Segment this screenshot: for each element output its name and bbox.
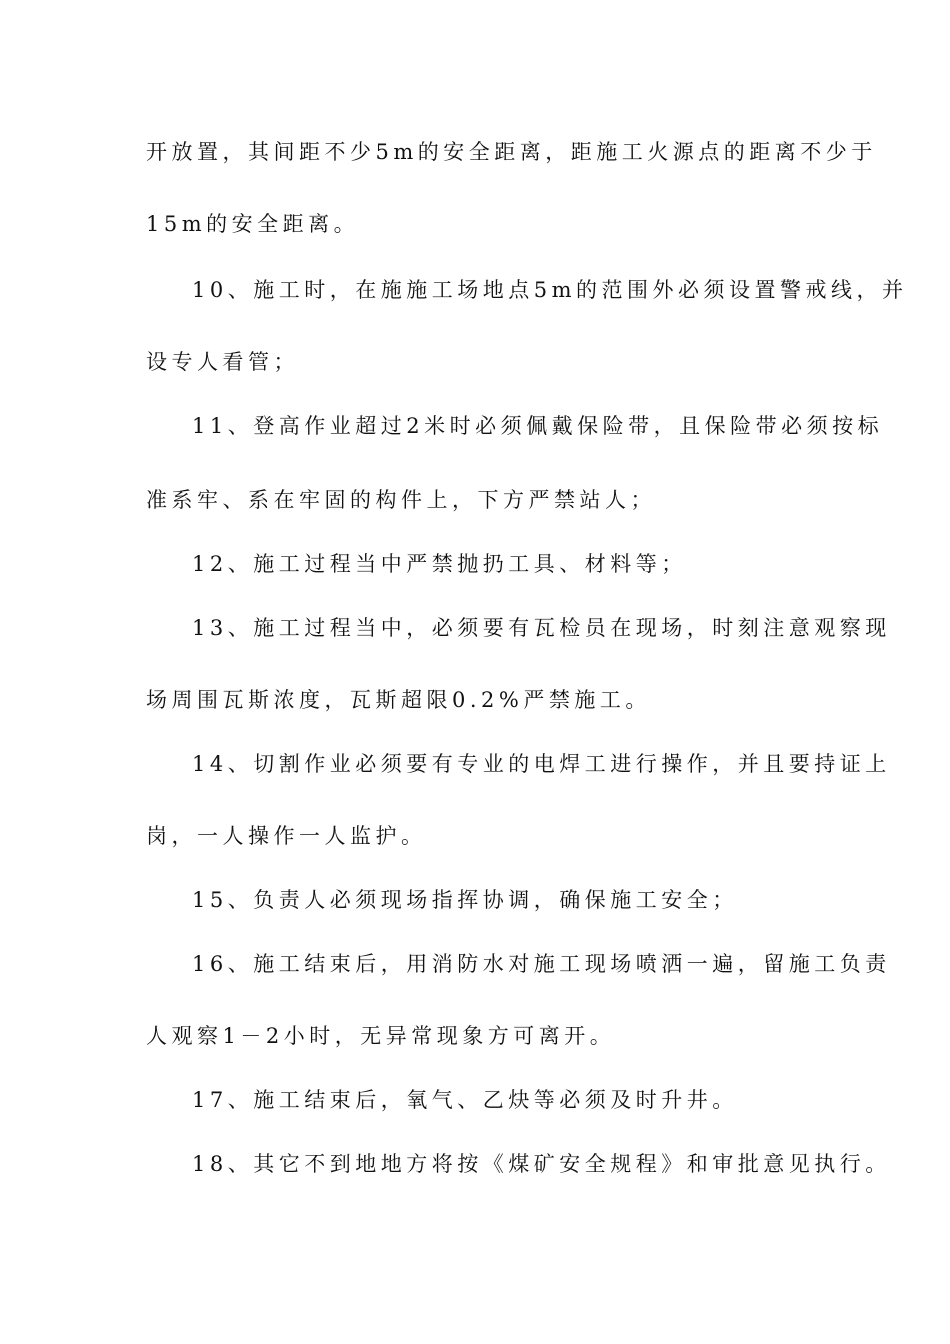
item-18-line-1: 18、其它不到地地方将按《煤矿安全规程》和审批意见执行。 <box>192 1152 891 1176</box>
item-12-line-1: 12、施工过程当中严禁抛扔工具、材料等； <box>192 552 687 576</box>
item-14-line-1: 14、切割作业必须要有专业的电焊工进行操作，并且要持证上 <box>192 752 891 776</box>
text-line-1: 开放置，其间距不少5m的安全距离，距施工火源点的距离不少于 <box>146 140 877 164</box>
text-line-2: 15m的安全距离。 <box>146 212 360 236</box>
item-13-line-1: 13、施工过程当中，必须要有瓦检员在现场，时刻注意观察现 <box>192 616 891 640</box>
item-17-line-1: 17、施工结束后，氧气、乙炔等必须及时升井。 <box>192 1088 738 1112</box>
item-11-line-1: 11、登高作业超过2米时必须佩戴保险带，且保险带必须按标 <box>192 414 884 438</box>
item-16-line-2: 人观察1－2小时，无异常现象方可离开。 <box>146 1024 616 1048</box>
item-14-line-2: 岗，一人操作一人监护。 <box>146 824 427 848</box>
item-11-line-2: 准系牢、系在牢固的构件上，下方严禁站人； <box>146 488 656 512</box>
item-10-line-2: 设专人看管； <box>146 350 299 374</box>
item-10-line-1: 10、施工时，在施施工场地点5m的范围外必须设置警戒线，并 <box>192 278 908 302</box>
item-15-line-1: 15、负责人必须现场指挥协调，确保施工安全； <box>192 888 738 912</box>
item-16-line-1: 16、施工结束后，用消防水对施工现场喷洒一遍，留施工负责 <box>192 952 891 976</box>
item-13-line-2: 场周围瓦斯浓度，瓦斯超限0.2%严禁施工。 <box>146 688 651 712</box>
